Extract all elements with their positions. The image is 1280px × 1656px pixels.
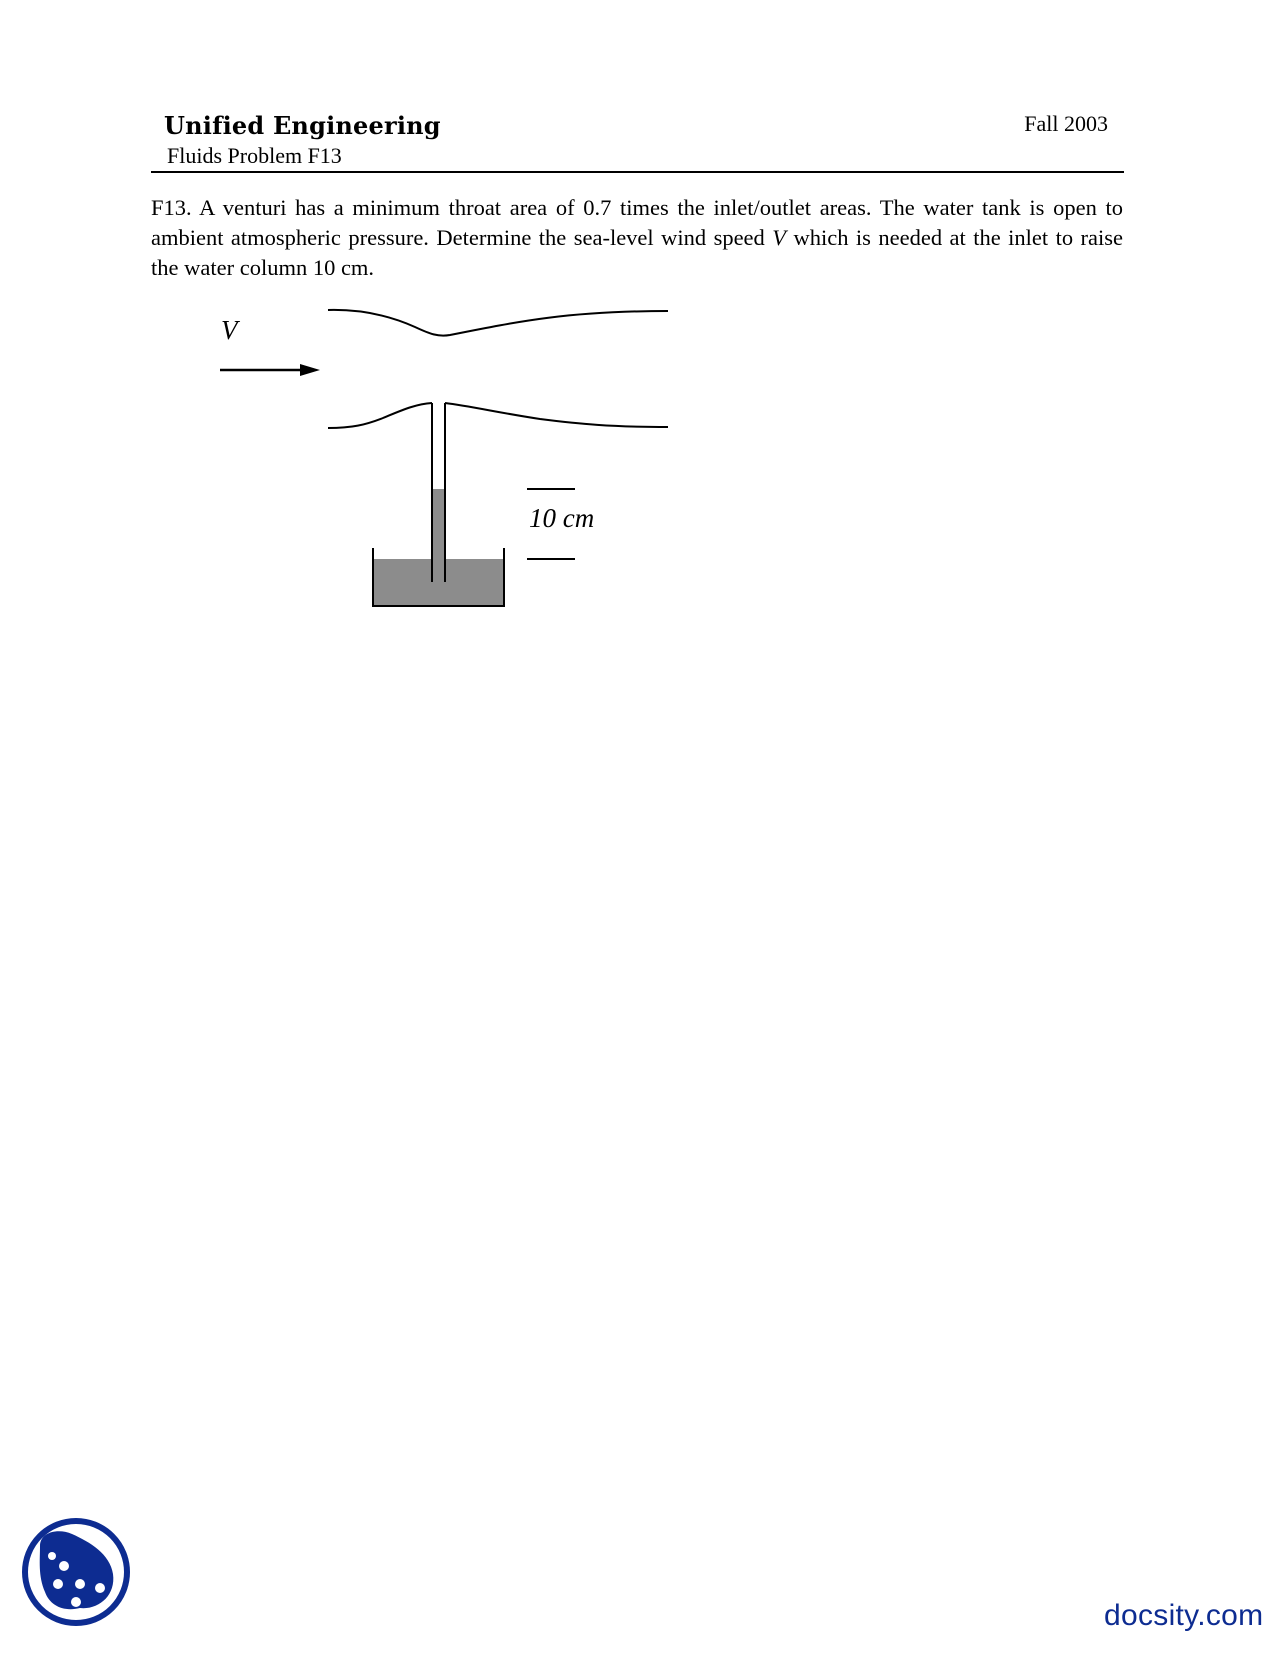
docsity-brand-link[interactable]: docsity.com (1104, 1599, 1264, 1632)
tank-water (373, 559, 504, 605)
venturi-lower-wall-right (445, 403, 668, 427)
venturi-diagram (0, 0, 1280, 700)
problem-subtitle: Fluids Problem F13 (167, 143, 342, 168)
velocity-label: V (221, 315, 238, 345)
velocity-arrow-head (300, 364, 320, 376)
problem-variable: V (772, 225, 787, 250)
problem-label: F13. (151, 195, 192, 220)
venturi-lower-wall-left (328, 403, 432, 428)
semester-label: Fall 2003 (1024, 111, 1108, 136)
water-column (432, 489, 445, 559)
problem-text-part1: A venturi has a minimum throat area of 0.7 times the inlet/outlet areas. The water tank is open to ambient atmospheric pressure. Determine the sea-level wind speed (151, 195, 1123, 250)
problem-text-part2: which is needed at the inlet to raise the water column 10 cm. (151, 225, 1124, 280)
course-title: Unified Engineering (164, 111, 441, 140)
height-label: 10 cm (529, 503, 595, 533)
venturi-upper-wall (328, 310, 668, 336)
docsity-logo-icon (20, 1516, 132, 1628)
